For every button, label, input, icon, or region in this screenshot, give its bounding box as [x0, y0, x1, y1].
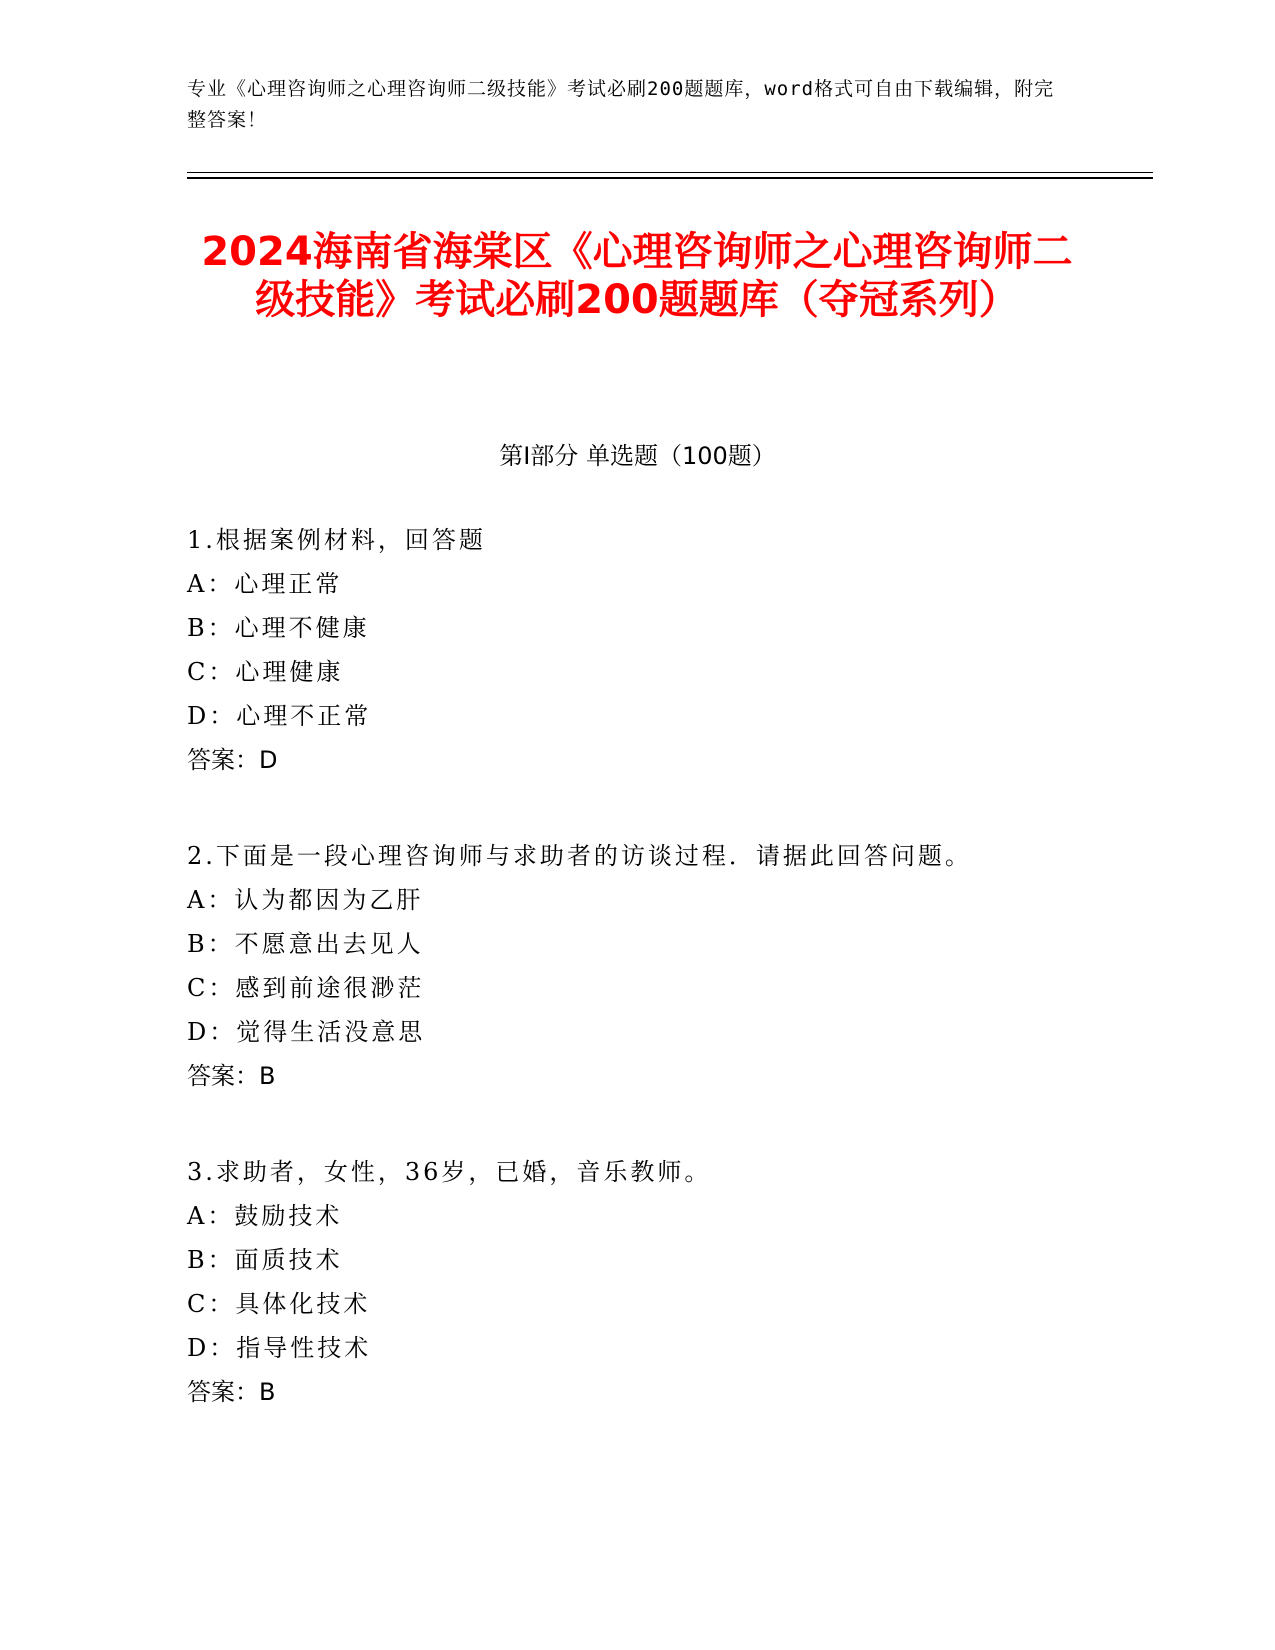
option-b: B：不愿意出去见人 [187, 930, 424, 958]
question-stem: 2.下面是一段心理咨询师与求助者的访谈过程．请据此回答问题。 [187, 842, 972, 870]
question-2 [187, 834, 1087, 1098]
option-c: C：感到前途很渺茫 [187, 974, 425, 1002]
question-1 [187, 518, 1087, 782]
document-title: 2024海南省海棠区《心理咨询师之心理咨询师二级技能》考试必刷200题题库（夺冠系列） [201, 229, 1073, 323]
option-c: C：心理健康 [187, 658, 344, 686]
answer: 答案：B [187, 1378, 276, 1406]
option-d: D：指导性技术 [187, 1334, 372, 1362]
question-stem: 3.求助者，女性，36岁，已婚，音乐教师。 [187, 1158, 712, 1186]
answer: 答案：B [187, 1062, 276, 1090]
intro-text: 专业《心理咨询师之心理咨询师二级技能》考试必刷200题题库，word格式可自由下载编辑，附完整答案！ [187, 78, 1055, 131]
question-3 [187, 1150, 1087, 1414]
option-d: D：心理不正常 [187, 702, 372, 730]
option-d: D：觉得生活没意思 [187, 1018, 426, 1046]
option-a: A：鼓励技术 [187, 1202, 343, 1230]
header-rule-thick [187, 177, 1153, 179]
option-c: C：具体化技术 [187, 1290, 371, 1318]
header-rule-thin [187, 172, 1153, 173]
section-heading: 第Ⅰ部分 单选题（100题） [499, 442, 776, 470]
option-b: B：心理不健康 [187, 614, 370, 642]
option-b: B：面质技术 [187, 1246, 343, 1274]
question-stem: 1.根据案例材料，回答题 [187, 526, 486, 554]
option-a: A：心理正常 [187, 570, 343, 598]
answer: 答案：D [187, 746, 278, 774]
option-a: A：认为都因为乙肝 [187, 886, 424, 914]
